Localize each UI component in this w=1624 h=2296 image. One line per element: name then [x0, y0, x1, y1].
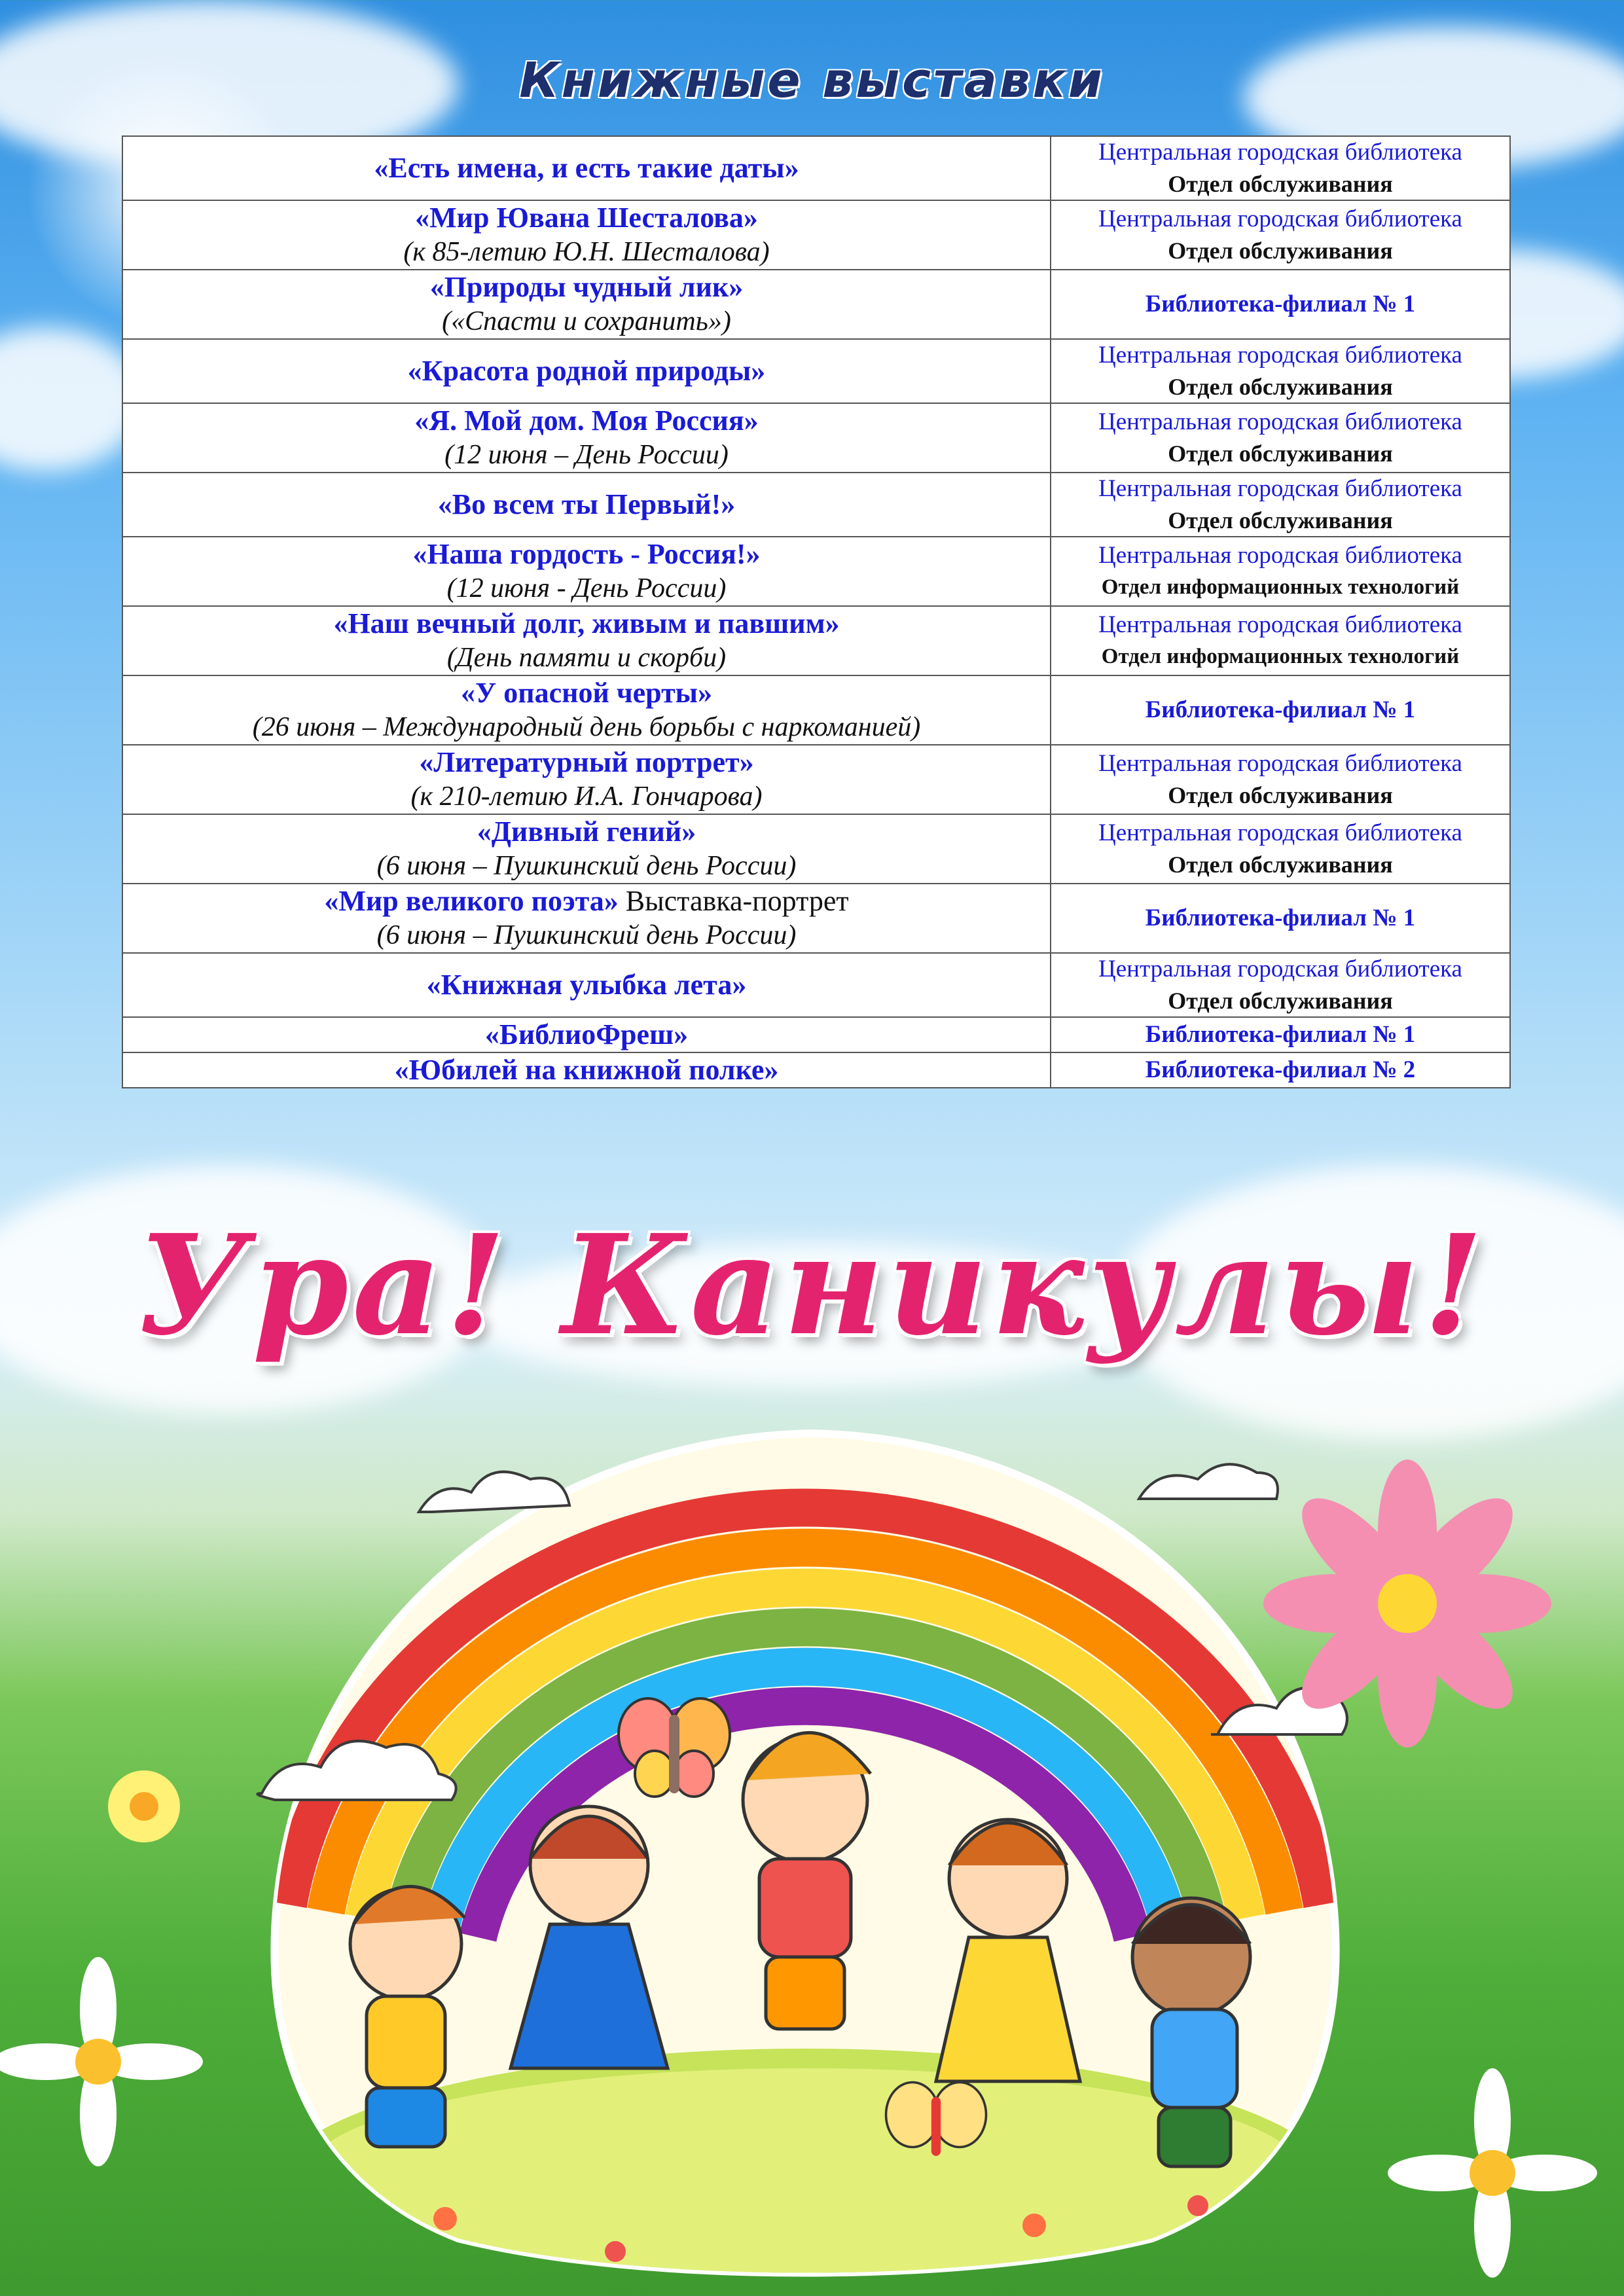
exhibition-row: [122, 606, 1510, 675]
exhibition-subtitle: (12 июня - День России): [446, 573, 727, 603]
exhibition-row: [122, 1017, 1510, 1052]
exhibition-title-text: «БиблиоФреш»: [484, 1018, 689, 1050]
holidays-banner: Ура! Каникулы!: [137, 1204, 1487, 1366]
exhibition-row: [122, 537, 1510, 606]
library-name: Центральная городская библиотека: [1098, 956, 1462, 982]
exhibition-title-text: «У опасной черты»: [460, 677, 713, 709]
exhibition-row: [122, 953, 1510, 1017]
exhibition-row: [122, 745, 1510, 814]
exhibition-title: [123, 968, 1050, 1002]
exhibition-title-cell: [122, 403, 1051, 473]
exhibition-title-cell: [122, 1017, 1051, 1052]
exhibition-title-cell: [122, 473, 1051, 537]
exhibition-subtitle: (к 85-летию Ю.Н. Шесталова): [403, 237, 770, 267]
exhibition-title-text: «Я. Мой дом. Моя Россия»: [414, 404, 759, 437]
exhibition-row: [122, 1052, 1510, 1088]
exhibitions-table: [122, 135, 1509, 1088]
exhibition-title: [123, 354, 1050, 388]
library-name: Центральная городская библиотека: [1098, 206, 1462, 232]
exhibition-subtitle: (День памяти и скорби): [446, 643, 727, 673]
library-name: Центральная городская библиотека: [1098, 611, 1462, 638]
department-name: Отдел обслуживания: [1168, 782, 1393, 808]
exhibition-title-cell: [122, 884, 1051, 953]
exhibition-title: [123, 745, 1050, 780]
exhibition-title-text: «Дивный гений»: [477, 816, 696, 848]
flower-icon: [108, 1770, 180, 1842]
exhibition-subtitle: (6 июня – Пушкинский день России): [376, 920, 797, 950]
exhibition-location-cell: [1051, 136, 1510, 200]
exhibition-location-cell: [1051, 270, 1510, 339]
exhibition-row: [122, 200, 1510, 270]
exhibition-title-text: «Юбилей на книжной полке»: [394, 1054, 779, 1086]
exhibition-title-cell: [122, 136, 1051, 200]
exhibition-title: [123, 151, 1050, 185]
exhibition-title-cell: [122, 675, 1051, 745]
exhibition-title-cell: [122, 1052, 1051, 1088]
exhibition-location-cell: [1051, 814, 1510, 884]
exhibition-title: [123, 815, 1050, 849]
exhibition-subtitle: («Спасти и сохранить»): [442, 306, 731, 336]
exhibition-location-cell: [1051, 675, 1510, 745]
department-name: Отдел обслуживания: [1168, 374, 1393, 400]
library-name: Центральная городская библиотека: [1098, 542, 1462, 569]
exhibition-row: [122, 473, 1510, 537]
exhibition-title-cell: [122, 606, 1051, 675]
exhibition-title-cell: [122, 814, 1051, 884]
exhibition-row: [122, 136, 1510, 200]
exhibition-title-text: «Красота родной природы»: [407, 355, 766, 387]
exhibition-title-text: «Литературный портрет»: [419, 746, 754, 778]
library-name: Центральная городская библиотека: [1098, 475, 1462, 502]
exhibition-title: [123, 270, 1050, 304]
department-name: Отдел информационных технологий: [1101, 645, 1460, 668]
exhibition-title-cell: [122, 953, 1051, 1017]
exhibition-title-cell: [122, 270, 1051, 339]
exhibition-location-cell: [1051, 953, 1510, 1017]
exhibition-location-cell: [1051, 473, 1510, 537]
flower-icon: [1388, 2068, 1597, 2278]
exhibition-row: [122, 814, 1510, 884]
exhibition-subtitle: (к 210-летию И.А. Гончарова): [410, 781, 763, 812]
library-name: Центральная городская библиотека: [1098, 408, 1462, 435]
exhibition-title-text: «Есть имена, и есть такие даты»: [374, 152, 799, 184]
library-name: Центральная городская библиотека: [1098, 819, 1462, 846]
exhibition-subtitle: (12 июня – День России): [444, 440, 729, 470]
exhibition-title: [123, 488, 1050, 522]
exhibition-subtitle: (26 июня – Международный день борьбы с наркоманией): [252, 712, 921, 742]
exhibition-title: [123, 404, 1050, 438]
exhibition-title: [123, 676, 1050, 710]
exhibition-location-cell: [1051, 745, 1510, 814]
branch-library-name: Библиотека-филиал № 1: [1145, 1021, 1416, 1048]
library-name: Центральная городская библиотека: [1098, 750, 1462, 777]
branch-library-name: Библиотека-филиал № 1: [1145, 291, 1416, 317]
exhibition-location-cell: [1051, 1017, 1510, 1052]
exhibition-location-cell: [1051, 1052, 1510, 1088]
exhibition-title-cell: [122, 339, 1051, 403]
department-name: Отдел обслуживания: [1168, 507, 1393, 533]
exhibition-row: [122, 403, 1510, 473]
exhibition-title-text: «Мир Ювана Шесталова»: [415, 202, 758, 234]
branch-library-name: Библиотека-филиал № 2: [1145, 1056, 1416, 1083]
exhibition-location-cell: [1051, 537, 1510, 606]
library-name: Центральная городская библиотека: [1098, 342, 1462, 368]
exhibition-row: [122, 270, 1510, 339]
exhibition-location-cell: [1051, 403, 1510, 473]
exhibition-title: [123, 607, 1050, 641]
department-name: Отдел обслуживания: [1168, 171, 1393, 197]
exhibition-title-cell: [122, 200, 1051, 270]
exhibition-title: [123, 1018, 1050, 1052]
exhibition-title-text: «Природы чудный лик»: [429, 271, 744, 303]
exhibition-title-text: «Мир великого поэта»: [324, 885, 619, 917]
exhibition-row: [122, 339, 1510, 403]
department-name: Отдел обслуживания: [1168, 852, 1393, 878]
exhibition-location-cell: [1051, 339, 1510, 403]
exhibition-title: [123, 201, 1050, 235]
rainbow-illustration: [249, 1368, 1362, 2284]
library-name: Центральная городская библиотека: [1098, 139, 1462, 166]
page-title: Книжные выставки: [519, 52, 1105, 109]
exhibition-title: [123, 1053, 1050, 1087]
exhibition-title-suffix: Выставка-портрет: [618, 885, 849, 917]
exhibition-title: [123, 884, 1050, 918]
exhibition-location-cell: [1051, 200, 1510, 270]
branch-library-name: Библиотека-филиал № 1: [1145, 696, 1416, 723]
department-name: Отдел обслуживания: [1168, 988, 1393, 1014]
department-name: Отдел обслуживания: [1168, 238, 1393, 264]
department-name: Отдел обслуживания: [1168, 440, 1393, 467]
exhibition-row: [122, 884, 1510, 953]
exhibition-title-text: «Книжная улыбка лета»: [426, 969, 747, 1001]
branch-library-name: Библиотека-филиал № 1: [1145, 905, 1416, 931]
department-name: Отдел информационных технологий: [1101, 575, 1460, 599]
exhibitions-grid: [122, 135, 1511, 1088]
exhibition-title-text: «Наша гордость - Россия!»: [412, 538, 761, 570]
exhibition-title-cell: [122, 745, 1051, 814]
exhibition-title-text: «Во всем ты Первый!»: [437, 488, 736, 520]
exhibition-location-cell: [1051, 606, 1510, 675]
exhibition-title-cell: [122, 537, 1051, 606]
exhibition-location-cell: [1051, 884, 1510, 953]
exhibition-row: [122, 675, 1510, 745]
flower-icon: [0, 1957, 203, 2166]
exhibition-title-text: «Наш вечный долг, живым и павшим»: [333, 607, 840, 639]
exhibition-subtitle: (6 июня – Пушкинский день России): [376, 851, 797, 881]
exhibition-title: [123, 537, 1050, 571]
